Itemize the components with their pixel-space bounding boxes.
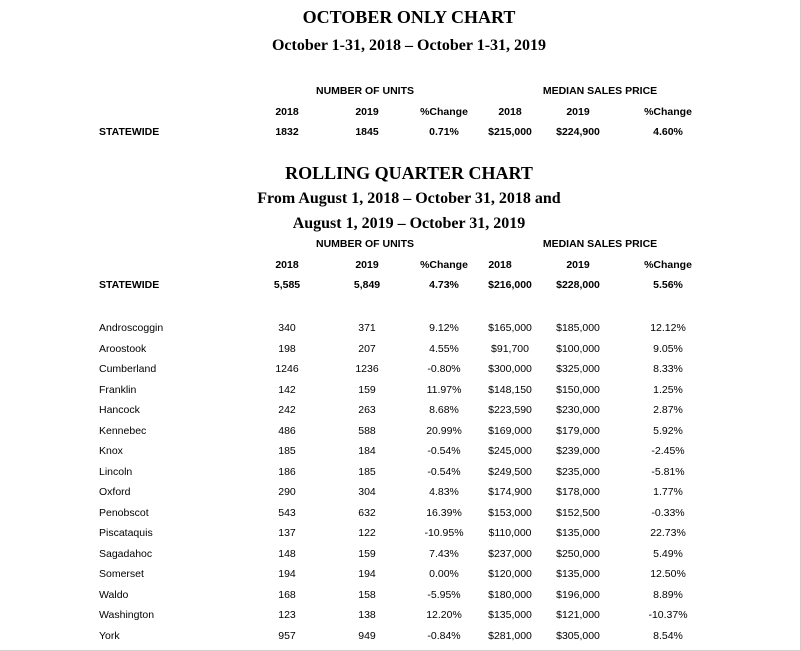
october-col-price-change: %Change xyxy=(644,106,692,118)
units-change: 7.43% xyxy=(429,548,459,560)
units-2018: 290 xyxy=(278,486,296,498)
units-change: 11.97% xyxy=(426,384,462,396)
price-2019: $224,900 xyxy=(556,126,600,138)
units-change: -0.80% xyxy=(427,363,461,375)
units-change: 8.68% xyxy=(429,404,459,416)
price-2018: $215,000 xyxy=(488,126,532,138)
price-2018: $216,000 xyxy=(488,279,532,291)
county-name: Aroostook xyxy=(99,343,147,355)
price-2019: $250,000 xyxy=(556,548,600,560)
units-2019: 5,849 xyxy=(353,279,381,291)
units-2018: 137 xyxy=(278,527,296,539)
county-name: Cumberland xyxy=(99,363,157,375)
price-2018: $153,000 xyxy=(488,507,532,519)
price-change: 5.49% xyxy=(653,548,683,560)
units-2019: 371 xyxy=(358,322,376,334)
county-name: Lincoln xyxy=(99,466,133,478)
units-2019: 207 xyxy=(358,343,376,355)
units-change: 4.83% xyxy=(429,486,459,498)
units-2018: 168 xyxy=(278,589,296,601)
price-2018: $135,000 xyxy=(488,609,532,621)
units-2019: 185 xyxy=(358,466,376,478)
price-2018: $180,000 xyxy=(488,589,532,601)
price-2019: $150,000 xyxy=(556,384,600,396)
october-chart-title: OCTOBER ONLY CHART xyxy=(302,7,516,27)
county-name: Sagadahoc xyxy=(99,548,153,560)
county-name: York xyxy=(99,630,120,642)
county-name: Washington xyxy=(99,609,155,621)
units-2019: 184 xyxy=(358,445,376,457)
units-2019: 159 xyxy=(358,548,376,560)
units-change: 12.20% xyxy=(426,609,462,621)
units-2018: 5,585 xyxy=(273,279,301,291)
october-col-units-2019: 2019 xyxy=(355,106,379,118)
price-2018: $165,000 xyxy=(488,322,532,334)
price-change: 1.77% xyxy=(653,486,683,498)
county-name: Franklin xyxy=(99,384,137,396)
units-2019: 304 xyxy=(358,486,376,498)
units-2018: 340 xyxy=(278,322,296,334)
units-2019: 588 xyxy=(358,425,376,437)
rolling-col-units-2018: 2018 xyxy=(275,259,299,271)
county-name: Knox xyxy=(99,445,123,457)
price-change: 2.87% xyxy=(653,404,683,416)
units-2018: 123 xyxy=(278,609,296,621)
units-2019: 263 xyxy=(358,404,376,416)
county-name: Kennebec xyxy=(99,425,147,437)
price-change: -0.33% xyxy=(651,507,685,519)
rolling-col-units-2019: 2019 xyxy=(355,259,379,271)
units-change: -0.84% xyxy=(427,630,461,642)
units-2018: 198 xyxy=(278,343,296,355)
price-change: 5.56% xyxy=(653,279,683,291)
units-change: 20.99% xyxy=(426,425,462,437)
county-name: Androscoggin xyxy=(99,322,164,334)
price-2018: $300,000 xyxy=(488,363,532,375)
price-2019: $121,000 xyxy=(556,609,600,621)
price-change: 5.92% xyxy=(653,425,683,437)
price-2019: $228,000 xyxy=(556,279,600,291)
county-name: Penobscot xyxy=(99,507,149,519)
rolling-chart-title: ROLLING QUARTER CHART xyxy=(285,163,533,183)
price-2019: $196,000 xyxy=(556,589,600,601)
price-2019: $178,000 xyxy=(556,486,600,498)
county-name: Oxford xyxy=(99,486,131,498)
price-change: -5.81% xyxy=(651,466,685,478)
price-2019: $230,000 xyxy=(556,404,600,416)
october-col-units-2018: 2018 xyxy=(275,106,299,118)
units-change: 9.12% xyxy=(429,322,459,334)
units-2018: 486 xyxy=(278,425,296,437)
rolling-chart-subtitle-line1: From August 1, 2018 – October 31, 2018 and xyxy=(257,190,561,207)
units-2018: 543 xyxy=(278,507,296,519)
price-2019: $135,000 xyxy=(556,527,600,539)
price-2019: $135,000 xyxy=(556,568,600,580)
units-change: 0.00% xyxy=(429,568,459,580)
price-2018: $223,590 xyxy=(488,404,532,416)
units-2019: 194 xyxy=(358,568,376,580)
price-2018: $148,150 xyxy=(488,384,532,396)
price-2018: $237,000 xyxy=(488,548,532,560)
price-change: 8.89% xyxy=(653,589,683,601)
units-change: -0.54% xyxy=(427,445,461,457)
rolling-price-group-header: MEDIAN SALES PRICE xyxy=(542,238,658,250)
units-change: 4.73% xyxy=(429,279,459,291)
price-change: 8.33% xyxy=(653,363,683,375)
county-name: Somerset xyxy=(99,568,144,580)
october-price-group-header: MEDIAN SALES PRICE xyxy=(542,85,658,97)
october-col-price-2019: 2019 xyxy=(566,106,590,118)
october-col-price-2018: 2018 xyxy=(498,106,522,118)
price-2019: $179,000 xyxy=(556,425,600,437)
row-label: STATEWIDE xyxy=(99,126,160,138)
price-2019: $235,000 xyxy=(556,466,600,478)
county-name: Hancock xyxy=(99,404,140,416)
price-2019: $325,000 xyxy=(556,363,600,375)
units-2018: 242 xyxy=(278,404,296,416)
rolling-col-price-2019: 2019 xyxy=(566,259,590,271)
price-change: 8.54% xyxy=(653,630,683,642)
units-2019: 1845 xyxy=(355,126,379,138)
price-change: -2.45% xyxy=(651,445,685,457)
price-change: 9.05% xyxy=(653,343,683,355)
price-2018: $174,900 xyxy=(488,486,532,498)
units-2018: 142 xyxy=(278,384,296,396)
county-name: Piscataquis xyxy=(99,527,153,539)
units-2019: 158 xyxy=(358,589,376,601)
units-change: -5.95% xyxy=(427,589,461,601)
units-change: -10.95% xyxy=(424,527,464,539)
units-2019: 1236 xyxy=(355,363,379,375)
price-2019: $305,000 xyxy=(556,630,600,642)
price-change: 12.50% xyxy=(650,568,686,580)
price-2018: $91,700 xyxy=(491,343,529,355)
units-2019: 949 xyxy=(358,630,376,642)
price-2018: $110,000 xyxy=(488,527,532,539)
units-change: 0.71% xyxy=(429,126,459,138)
units-2019: 159 xyxy=(358,384,376,396)
price-2019: $152,500 xyxy=(556,507,600,519)
units-2018: 957 xyxy=(278,630,296,642)
price-2019: $239,000 xyxy=(556,445,600,457)
units-change: 16.39% xyxy=(426,507,462,519)
units-2019: 138 xyxy=(358,609,376,621)
october-col-units-change: %Change xyxy=(420,106,468,118)
units-2018: 1246 xyxy=(275,363,299,375)
county-name: Waldo xyxy=(99,589,129,601)
units-2019: 632 xyxy=(358,507,376,519)
row-label: STATEWIDE xyxy=(99,279,160,291)
units-change: 4.55% xyxy=(429,343,459,355)
october-chart-subtitle: October 1-31, 2018 – October 1-31, 2019 xyxy=(271,37,547,54)
price-2018: $120,000 xyxy=(488,568,532,580)
price-2019: $185,000 xyxy=(556,322,600,334)
price-change: -10.37% xyxy=(648,609,688,621)
units-2018: 194 xyxy=(278,568,296,580)
october-units-group-header: NUMBER OF UNITS xyxy=(316,85,414,97)
units-2018: 148 xyxy=(278,548,296,560)
units-2018: 186 xyxy=(278,466,296,478)
rolling-col-units-change: %Change xyxy=(420,259,468,271)
price-change: 22.73% xyxy=(650,527,686,539)
price-2018: $245,000 xyxy=(488,445,532,457)
units-change: -0.54% xyxy=(427,466,461,478)
price-2018: $169,000 xyxy=(488,425,532,437)
units-2018: 185 xyxy=(278,445,296,457)
price-change: 1.25% xyxy=(653,384,683,396)
rolling-chart-subtitle-line2: August 1, 2019 – October 31, 2019 xyxy=(292,215,526,232)
rolling-col-price-change: %Change xyxy=(644,259,692,271)
price-change: 4.60% xyxy=(653,126,683,138)
rolling-col-price-2018: 2018 xyxy=(488,259,512,271)
units-2018: 1832 xyxy=(275,126,299,138)
rolling-units-group-header: NUMBER OF UNITS xyxy=(316,238,414,250)
price-change: 12.12% xyxy=(650,322,686,334)
price-2019: $100,000 xyxy=(556,343,600,355)
units-2019: 122 xyxy=(358,527,376,539)
price-2018: $249,500 xyxy=(488,466,532,478)
price-2018: $281,000 xyxy=(488,630,532,642)
